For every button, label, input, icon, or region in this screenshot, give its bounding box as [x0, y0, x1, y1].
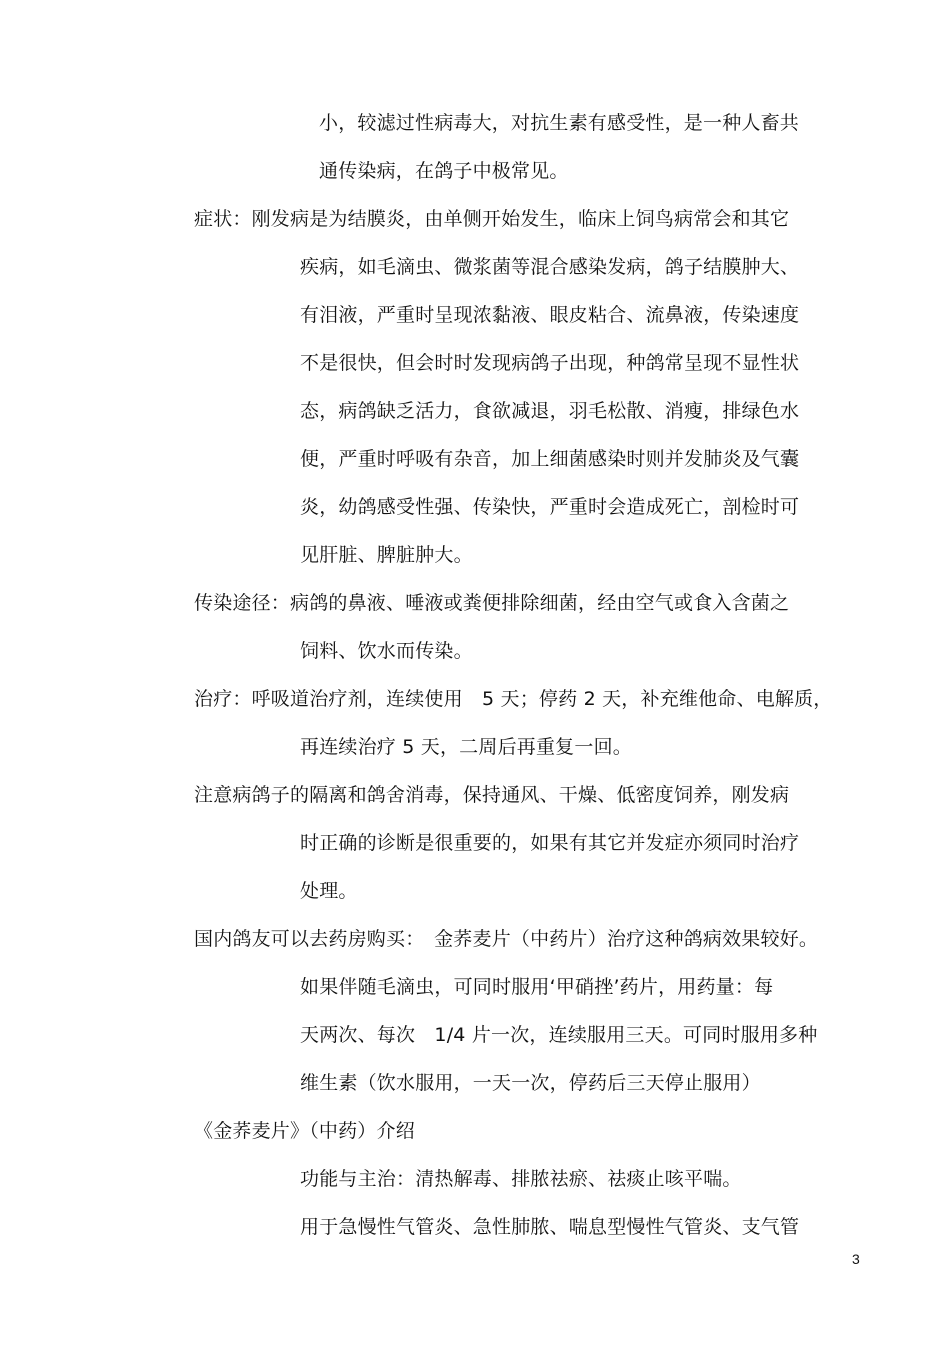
- text-line-14: 再连续治疗 5 天，二周后再重复一回。: [300, 736, 632, 758]
- text-line-22: 《金荞麦片》（中药）介绍: [194, 1120, 415, 1142]
- text-line-16: 时正确的诊断是很重要的，如果有其它并发症亦须同时治疗: [300, 832, 800, 854]
- text-line-23: 功能与主治：清热解毒、排脓祛瘀、祛痰止咳平喘。: [300, 1168, 742, 1190]
- text-line-1: 小，较滤过性病毒大，对抗生素有感受性，是一种人畜共: [319, 112, 800, 134]
- text-line-5: 有泪液，严重时呈现浓黏液、眼皮粘合、流鼻液，传染速度: [300, 304, 800, 326]
- text-line-9: 炎，幼鸽感受性强、传染快，严重时会造成死亡，剖检时可: [300, 496, 800, 518]
- text-line-21: 维生素（饮水服用，一天一次，停药后三天停止服用）: [300, 1072, 761, 1094]
- text-line-10: 见肝脏、脾脏肿大。: [300, 544, 473, 566]
- text-line-19: 如果伴随毛滴虫，可同时服用‘甲硝挫’药片，用药量：每: [300, 976, 774, 998]
- text-line-15: 注意病鸽子的隔离和鸽舍消毒，保持通风、干燥、低密度饲养，刚发病: [194, 784, 790, 806]
- text-line-8: 便，严重时呼吸有杂音，加上细菌感染时则并发肺炎及气囊: [300, 448, 800, 470]
- text-line-17: 处理。: [300, 880, 358, 902]
- text-line-24: 用于急慢性气管炎、急性肺脓、喘息型慢性气管炎、支气管: [300, 1216, 800, 1238]
- text-line-20: 天两次、每次 1/4 片一次，连续服用三天。可同时服用多种: [300, 1024, 818, 1046]
- text-line-6: 不是很快，但会时时发现病鸽子出现，种鸽常呈现不显性状: [300, 352, 800, 374]
- page-number: 3: [852, 1251, 860, 1267]
- text-line-12: 饲料、饮水而传染。: [300, 640, 473, 662]
- text-line-18: 国内鸽友可以去药房购买： 金荞麦片（中药片）治疗这种鸽病效果较好。: [194, 928, 819, 950]
- text-line-3: 症状：刚发病是为结膜炎，由单侧开始发生，临床上饲鸟病常会和其它: [194, 208, 790, 230]
- text-line-13: 治疗：呼吸道治疗剂，连续使用 5 天；停药 2 天，补充维他命、电解质，: [194, 688, 833, 710]
- text-line-2: 通传染病，在鸽子中极常见。: [319, 160, 569, 182]
- text-line-7: 态，病鸽缺乏活力，食欲减退，羽毛松散、消瘦，排绿色水: [300, 400, 800, 422]
- text-line-11: 传染途径：病鸽的鼻液、唾液或粪便排除细菌，经由空气或食入含菌之: [194, 592, 790, 614]
- text-line-4: 疾病，如毛滴虫、微浆菌等混合感染发病，鸽子结膜肿大、: [300, 256, 800, 278]
